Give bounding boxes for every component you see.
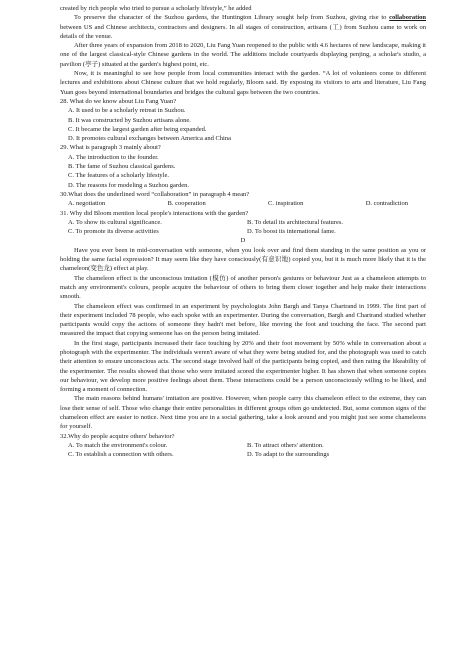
question-block (60, 432, 426, 460)
passage-paragraph: Now, it is meaningful to see how people from local communities interact with the garden. “A lot of volunteers come to different lectures and exhibitions about Chinese culture that we hold regularly, Bloom said. By exposing its visitors to arts and literature, Liu Fang Yuan goes beyond international boundaries and bridges the cultural gaps between the two countries. (60, 70, 426, 96)
answer-option: D. It promotes cultural exchanges between America and China (68, 135, 231, 143)
answer-option: A. The introduction to the founder. (68, 153, 159, 161)
question-stem: 29. What is paragraph 3 mainly about? (60, 144, 161, 152)
option-row (60, 199, 426, 208)
question-stem: 31. Why did Bloom mention local people's interactions with the garden? (60, 209, 249, 217)
question-block (60, 143, 426, 189)
answer-option: A. To match the environment's colour. (68, 441, 168, 449)
answer-option: C. inspiration (268, 200, 304, 208)
underlined-keyword: collaboration (389, 14, 427, 22)
question-block (60, 190, 426, 209)
passage-paragraph (60, 13, 426, 41)
passage-paragraph: After three years of expansion from 2018 to 2020, Liu Fang Yuan reopened to the public with 4.6 hectares of new landscape, making it one of the largest classical-style Chinese gardens in the world. The additions include courtyards displaying penjing, a scholar's studio, a pavilion (亭子) situated at the garden's highest point, etc. (60, 42, 426, 68)
passage-paragraph: The chameleon effect was confirmed in an experiment by psychologists John Bargh and Tanya Chartrand in 1999. The first part of their experiment included 78 people, who each spoke with an experimenter. During the conversation, Bargh and Chartrand studied whether participants would copy the actions of someone they hadn't met before, like moving the foot and touching the face. The second part measured the impact that copying someone has on the person being imitated. (60, 302, 426, 338)
answer-option: D. The reasons for modeling a Suzhou garden. (68, 181, 190, 189)
paragraph-text: To preserve the character of the Suzhou gardens, the Huntington Library sought help from Suzhou, giving rise to (74, 14, 387, 22)
answer-option: B. The fame of Suzhou classical gardens. (68, 163, 176, 171)
answer-option: B. To detail its architectural features. (247, 218, 343, 226)
answer-option: D. To adapt to the surroundings (247, 451, 330, 459)
question-stem: 28. What do we know about Liu Fang Yuan? (60, 97, 177, 105)
question-stem: 30.What does the underlined word “collaboration” in paragraph 4 mean? (60, 190, 250, 198)
answer-option: D. contradiction (365, 200, 408, 208)
passage-paragraph: In the first stage, participants increased their face touching by 20% and their foot movement by 50% while in conversation about a photograph with the experimenter. The individuals weren't aware of what they were being studied for, and the photograph was used to catch their attention to ensure unconscious acts. The second stage involved half of the participants being copied, and then rating the likeability of the experimenter. The results showed that those who were imitated scored the experimenter higher. It has shown that when someone copies our behaviour, we develop more positive feelings about them. These interactions could be a person unconsciously willing to be liked, and forming a moment of connection. (60, 339, 426, 394)
passage-paragraph: The main reasons behind humans' imitation are positive. However, when people carry this chameleon effect to the extreme, they can lose their sense of self. Those who change their entire personalities in different groups often go undetected. But, some common signs of the chameleon effect are easier to notice. Next time you are in a social gathering, take a look around and you might just see some chameleons for yourself. (60, 395, 426, 431)
answer-option: C. To establish a connection with others. (68, 451, 174, 459)
answer-option: C. To promote its diverse activities (68, 228, 159, 236)
paragraph-text: between US and Chinese architects, contractors and designers. In all stages of construction, artisans (工) from Suzhou came to work on details of the venue. (60, 23, 426, 40)
option-grid (60, 441, 426, 460)
passage-line: created by rich people who tried to pursue a scholarly lifestyle,” he added (60, 5, 252, 12)
answer-option: C. The features of a scholarly lifestyle. (68, 172, 169, 180)
answer-option: B. To attract others' attention. (247, 441, 324, 449)
question-stem: 32.Why do people acquire others' behavior? (60, 432, 175, 440)
answer-option: A. negotiation (68, 200, 106, 208)
passage-paragraph: Have you ever been in mid-conversation with someone, when you look over and find them standing in the same position as you or holding the same facial expression? It may seem like they have consciously(有意识地) copied you, but it is much more likely that it is the chameleon(变色龙) effect at play. (60, 246, 426, 273)
answer-option: D. To boost its international fame. (247, 228, 336, 236)
answer-option: B. cooperation (167, 200, 206, 208)
answer-option: C. It became the largest garden after being expanded. (68, 125, 207, 133)
option-grid (60, 218, 426, 237)
section-heading: D (240, 237, 246, 245)
answer-option: B. It was constructed by Suzhou artisans alone. (68, 116, 191, 124)
answer-option: A. It used to be a scholarly retreat in Suzhou. (68, 107, 186, 115)
answer-option: A. To show its cultural significance. (68, 218, 162, 226)
question-block (60, 209, 426, 237)
passage-paragraph: The chameleon effect is the unconscious imitation (模仿) of another person's gestures or behaviour Just as a chameleon attempts to match any environment's colours, people acquire the behaviour of others to bring them closer together and help make their interactions smooth. (60, 274, 426, 301)
question-block (60, 97, 426, 143)
